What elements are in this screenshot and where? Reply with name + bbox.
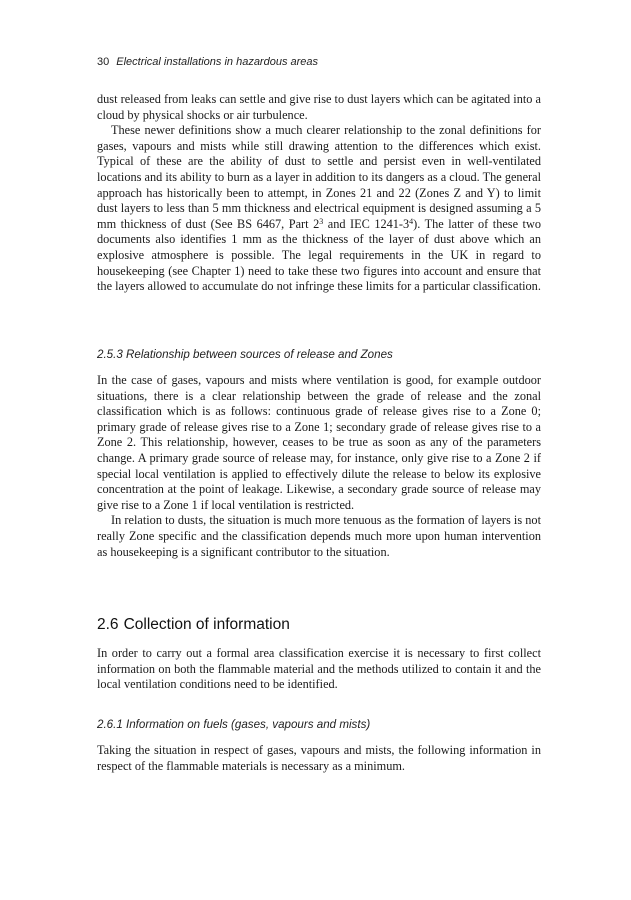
paragraph-fuel-info: Taking the situation in respect of gases, vapours and mists, the following information in respect of the flammable materials is necessary as a minimum.	[97, 743, 541, 773]
page-number: 30	[97, 56, 110, 68]
reference-3: 3	[319, 216, 324, 226]
subsection-heading-2-5-3: 2.5.3 Relationship between sources of release and Zones	[97, 348, 393, 361]
paragraph-collection-info: In order to carry out a formal area classification exercise it is necessary to first collect information on both the flammable material and the methods utilized to contain it and the local ventilation conditions need to be identified.	[97, 646, 541, 692]
text-block-dust-layers	[97, 92, 541, 295]
text-block-collection	[97, 646, 541, 693]
running-title: Electrical installations in hazardous areas	[116, 56, 319, 68]
section-number: 2.6	[97, 616, 119, 633]
paragraph-gases-relationship: In the case of gases, vapours and mists where ventilation is good, for example outdoor situations, there is a clear relationship between the grade of release and the zonal classification which is as follows: continuous grade of release gives rise to a Zone 0; primary grade of release gives rise to a Zone 1; secondary grade of release gives rise to a Zone 2. This relationship, however, ceases to be true as soon as any of the parameters change. A primary grade source of release may, for instance, only give rise to a Zone 2 if special local ventilation is applied to effectively dilute the release to below its explosive concentration at the point of leakage. Likewise, a secondary grade source of release may give rise to a Zone 1 if local ventilation is restricted.	[97, 373, 541, 512]
paragraph-dust-release: dust released from leaks can settle and give rise to dust layers which can be agitated into a cloud by physical shocks or air turbulence.	[97, 92, 541, 122]
running-head	[97, 55, 557, 69]
section-title: Collection of information	[123, 616, 290, 633]
section-heading-2-6	[97, 616, 541, 634]
reference-4: 4	[409, 216, 414, 226]
paragraph-newer-definitions: These newer definitions show a much clearer relationship to the zonal definitions for gases, vapours and mists while still drawing attention to the differences which exist. Typical of these are the ability of dust to settle and persist even in well-ventilated locations and its ability to burn as a layer in addition to its dangers as a cloud. The general approach has historically been to attempt, in Zones 21 and 22 (Zones Z and Y) to limit dust layers to less than 5 mm thickness and electrical equipment is designed assuming a 5 mm thickness of dust (See BS 6467, Part $2^3$ and IEC $1241-3^4$). The latter of these two documents also identifies 1 mm as the thickness of the layer of dust above which an explosive atmosphere is possible. The legal requirements in the UK in regard to housekeeping (see Chapter 1) need to take these two figures into account and ensure that the layers allowed to accumulate do not infringe these limits for a particular classification.	[97, 123, 542, 294]
text-block-fuel-info	[97, 743, 541, 774]
paragraph-dusts-relationship: In relation to dusts, the situation is much more tenuous as the formation of layers is not really Zone specific and the classification depends much more upon human intervention as housekeeping is a significant contributor to the situation.	[97, 513, 541, 559]
text-block-release-zones	[97, 373, 541, 560]
subsection-heading-2-6-1: 2.6.1 Information on fuels (gases, vapours and mists)	[97, 718, 371, 731]
